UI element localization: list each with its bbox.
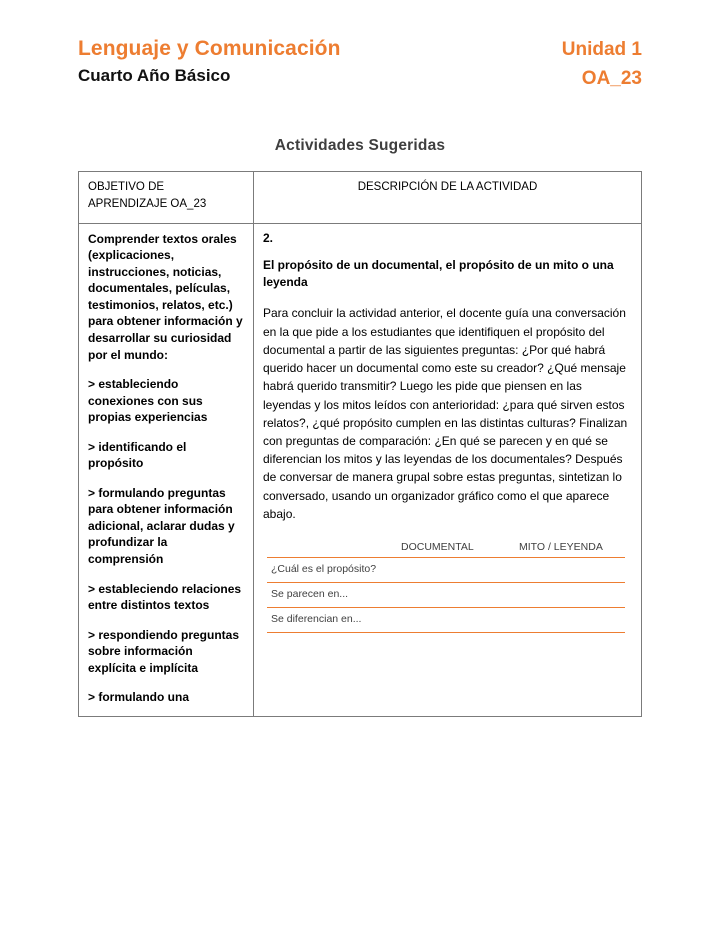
organizer-column-documental: DOCUMENTAL <box>401 541 474 554</box>
oa-code: OA_23 <box>581 67 642 89</box>
section-title: Actividades Sugeridas <box>274 137 446 155</box>
objective-paragraph: > formulando una <box>88 690 190 705</box>
activity-number: 2. <box>263 230 274 245</box>
table-content-row <box>79 223 642 716</box>
activity-body: Para concluir la actividad anterior, el docente guía una conversación en la que pide a los estudiantes que identifiquen el propósito del documental a partir de las siguientes preguntas: ¿Por qué habrá querido hacer un documental como este su creador? ¿Qué mensaje habrá querido transmitir? Luego les pide que piensen en las leyendas y los mitos leídos con anterioridad: ¿para qué sirven estos relatos?, ¿qué propósito cumplen en las distintas culturas? Finalizan con preguntas de comparación: ¿En qué se parecen y en qué se diferencian los mitos y las leyendas de los documentales? Después de conversar de manera grupal sobre estas preguntas, sintetizan lo conversado, usando un organizador gráfico como el que aparece abajo. <box>263 306 628 521</box>
table-header-row <box>79 172 642 223</box>
objective-header-line2: APRENDIZAJE OA_23 <box>88 198 207 210</box>
organizer-column-mito-leyenda: MITO / LEYENDA <box>519 541 603 554</box>
objective-paragraph: > estableciendo relaciones entre distintos textos <box>88 581 242 613</box>
objective-paragraph: > respondiendo preguntas sobre información explícita e implícita <box>88 627 240 675</box>
subject-title: Lenguaje y Comunicación <box>78 37 341 60</box>
organizer-header-spacer <box>267 541 401 553</box>
graphic-organizer <box>267 541 625 633</box>
objective-header-line1: OBJETIVO DE <box>88 181 165 194</box>
unit-title: Unidad 1 <box>561 39 642 60</box>
activity-heading: El propósito de un documental, el propósito de un mito o una leyenda <box>263 258 614 290</box>
activity-cell <box>254 223 642 716</box>
objective-paragraph: > identificando el propósito <box>88 439 187 471</box>
organizer-header-row <box>267 541 625 557</box>
objective-paragraph: > estableciendo conexiones con sus propias experiencias <box>88 377 208 425</box>
objective-paragraph: > formulando preguntas para obtener información adicional, aclarar dudas y profundizar la comprensión <box>88 485 235 566</box>
description-header-label: DESCRIPCIÓN DE LA ACTIVIDAD <box>357 181 538 194</box>
header-left-group <box>78 36 341 88</box>
objective-paragraph: Comprender textos orales (explicaciones, instrucciones, noticias, documentales, películas, testimonios, relatos, etc.) para obtener información y desarrollar su curiosidad por el mundo: <box>88 231 243 362</box>
grade-title: Cuarto Año Básico <box>78 66 231 86</box>
objective-header-cell <box>79 172 254 223</box>
objective-cell <box>79 223 254 716</box>
header-right-group <box>562 36 642 91</box>
organizer-row: ¿Cuál es el propósito? <box>267 557 625 582</box>
activities-table <box>78 171 642 716</box>
document-header <box>78 0 642 91</box>
description-header-cell <box>254 172 642 223</box>
organizer-row: Se diferencian en... <box>267 607 625 633</box>
organizer-row: Se parecen en... <box>267 582 625 607</box>
